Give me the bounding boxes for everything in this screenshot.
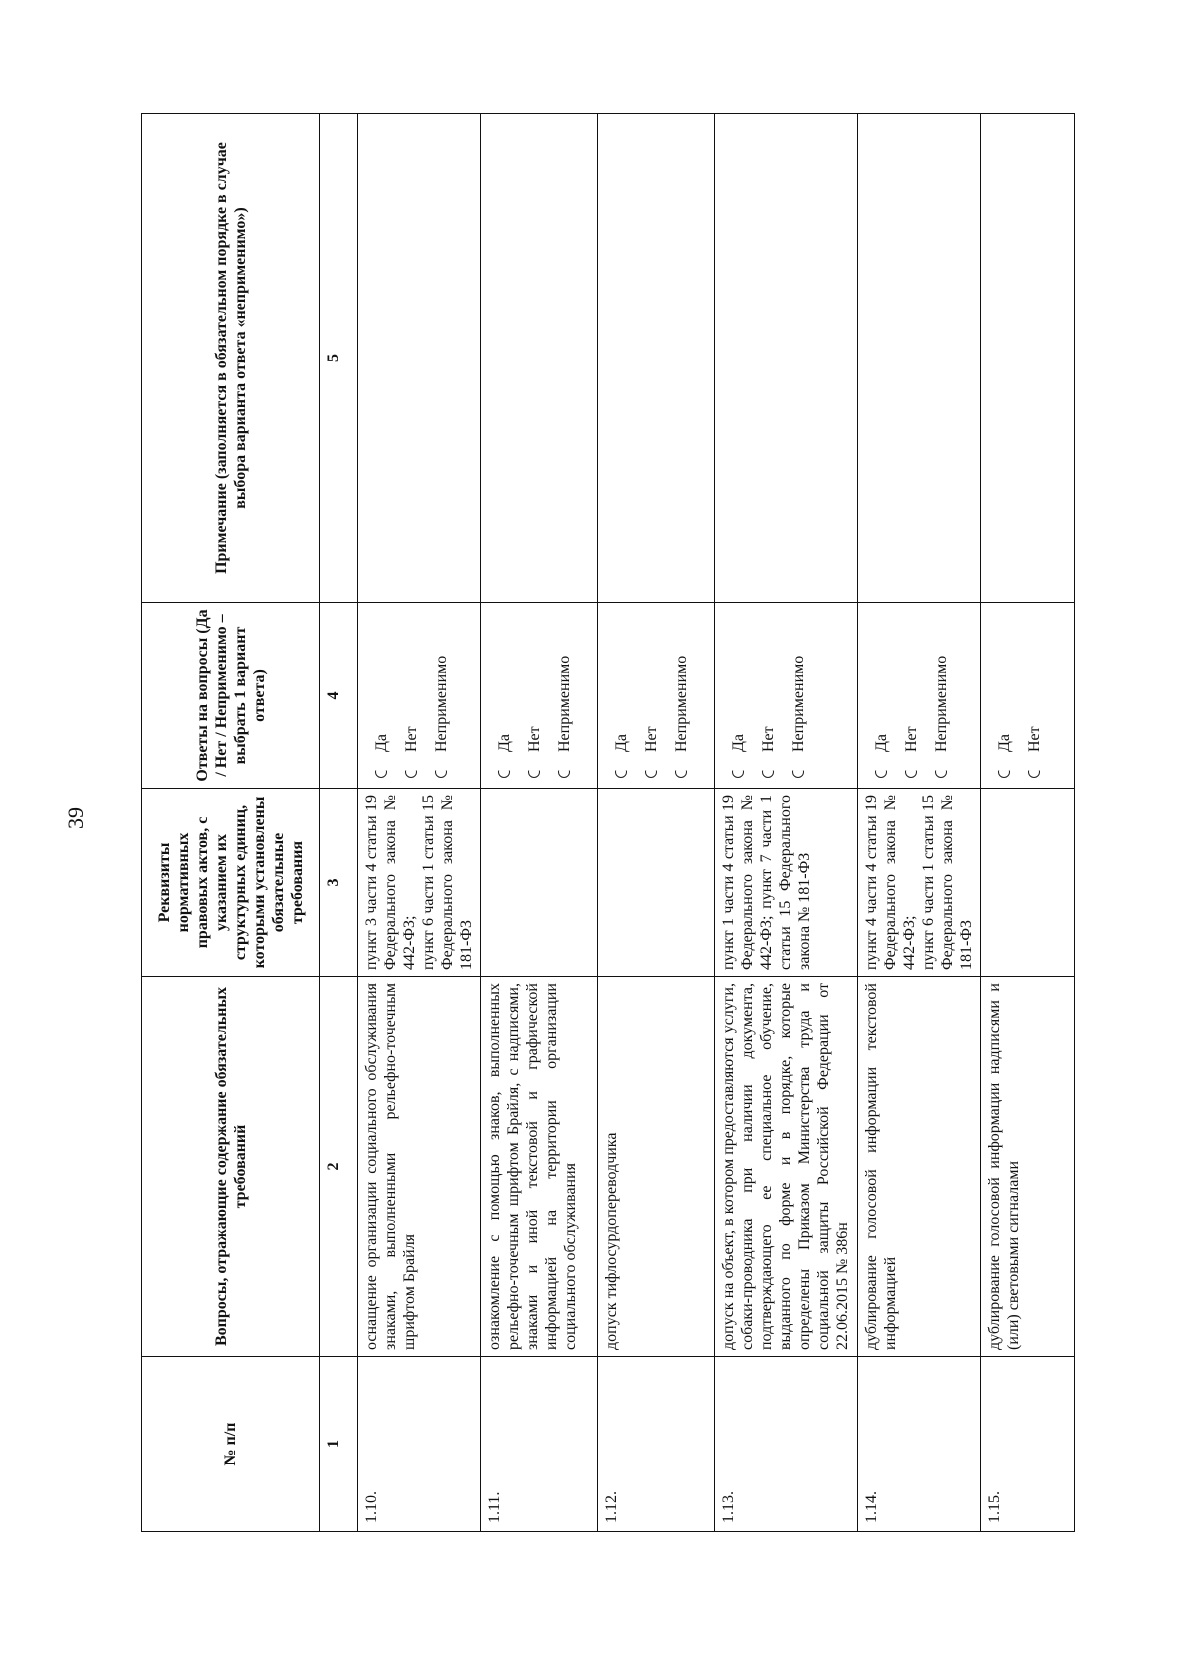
row-answers	[715, 603, 858, 789]
answer-label: Да	[872, 733, 890, 752]
table-row	[358, 114, 481, 1532]
answer-label: Да	[612, 733, 630, 752]
column-number: 4	[320, 603, 358, 789]
legal-ref: пункт 6 части 1 статьи 15 Федерального закона № 181-ФЗ	[420, 795, 475, 970]
radio-icon[interactable]	[405, 766, 417, 778]
column-number: 3	[320, 789, 358, 977]
row-answers	[598, 603, 715, 789]
radio-icon[interactable]	[528, 766, 540, 778]
answer-option-yes[interactable]	[866, 609, 896, 782]
answer-option-yes[interactable]	[723, 609, 753, 782]
answer-label: Нет	[902, 726, 920, 752]
radio-icon[interactable]	[645, 766, 657, 778]
row-answers	[481, 603, 598, 789]
row-answers	[858, 603, 981, 789]
answer-label: Да	[729, 733, 747, 752]
answer-option-yes[interactable]	[989, 609, 1019, 782]
radio-icon[interactable]	[998, 766, 1010, 778]
legal-ref: пункт 6 части 1 статьи 15 Федерального закона № 181-ФЗ	[920, 795, 975, 970]
answer-option-no[interactable]	[519, 609, 549, 782]
table-row	[715, 114, 858, 1532]
answer-option-no[interactable]	[753, 609, 783, 782]
header-row	[142, 114, 320, 1532]
answer-option-na[interactable]	[549, 609, 579, 782]
requirements-table	[141, 113, 1075, 1532]
header-legal-refs: Реквизиты нормативных правовых актов, с указанием их структурных единиц, которыми установлены обязательные требования	[142, 789, 320, 977]
row-question: допуск на объект, в котором предоставляются услуги, собаки-проводника при наличии документа, подтверждающего ее специальное обучение, выданного по форме и в порядке, которые определены Приказом Министерства труда и социальной защиты Российской Федерации от 22.06.2015 № 386н	[715, 977, 858, 1357]
radio-icon[interactable]	[498, 766, 510, 778]
row-number: 1.10.	[358, 1357, 481, 1532]
page-number: 39	[63, 807, 88, 829]
answer-option-yes[interactable]	[489, 609, 519, 782]
table-row	[981, 114, 1075, 1532]
answer-label: Нет	[759, 726, 777, 752]
row-note[interactable]	[598, 114, 715, 603]
legal-ref: пункт 1 части 4 статьи 19 Федерального закона № 442-ФЗ; пункт 7 части 1 статьи 15 Федерального закона № 181-ФЗ	[720, 795, 813, 970]
radio-icon[interactable]	[792, 766, 804, 778]
radio-icon[interactable]	[935, 766, 947, 778]
row-answers	[358, 603, 481, 789]
row-question: допуск тифлосурдопереводчика	[598, 977, 715, 1357]
answer-label: Неприменимо	[932, 655, 950, 752]
header-answers: Ответы на вопросы (Да / Нет / Неприменимо – выбрать 1 вариант ответа)	[142, 603, 320, 789]
row-question: ознакомление с помощью знаков, выполненных рельефно-точечным шрифтом Брайля, с надписями, знаками и иной текстовой и графической информацией на территории организации социального обслуживания	[481, 977, 598, 1357]
row-number: 1.11.	[481, 1357, 598, 1532]
answer-option-na[interactable]	[783, 609, 813, 782]
legal-ref: пункт 4 части 4 статьи 19 Федерального закона № 442-ФЗ;	[863, 795, 918, 970]
answer-label: Неприменимо	[789, 655, 807, 752]
answer-option-yes[interactable]	[606, 609, 636, 782]
radio-icon[interactable]	[762, 766, 774, 778]
table-row	[598, 114, 715, 1532]
answer-option-na[interactable]	[666, 609, 696, 782]
answer-label: Да	[372, 733, 390, 752]
answer-label: Нет	[642, 726, 660, 752]
row-question: дублирование голосовой информации надписями и (или) световыми сигналами	[981, 977, 1075, 1357]
column-number: 2	[320, 977, 358, 1357]
answer-option-no[interactable]	[636, 609, 666, 782]
row-legal-refs	[358, 789, 481, 977]
header-questions: Вопросы, отражающие содержание обязательных требований	[142, 977, 320, 1357]
row-note[interactable]	[981, 114, 1075, 603]
table-row	[481, 114, 598, 1532]
row-question: дублирование голосовой информации текстовой информацией	[858, 977, 981, 1357]
radio-icon[interactable]	[675, 766, 687, 778]
answer-label: Неприменимо	[555, 655, 573, 752]
radio-icon[interactable]	[435, 766, 447, 778]
column-number: 1	[320, 1357, 358, 1532]
answer-option-na[interactable]	[426, 609, 456, 782]
radio-icon[interactable]	[1028, 766, 1040, 778]
answer-label: Неприменимо	[672, 655, 690, 752]
answer-option-yes[interactable]	[366, 609, 396, 782]
radio-icon[interactable]	[558, 766, 570, 778]
answer-option-no[interactable]	[1019, 609, 1049, 782]
answer-label: Нет	[402, 726, 420, 752]
row-number: 1.13.	[715, 1357, 858, 1532]
row-answers	[981, 603, 1075, 789]
row-legal-refs	[481, 789, 598, 977]
radio-icon[interactable]	[905, 766, 917, 778]
requirements-table-wrapper	[141, 114, 1063, 1532]
answer-option-na[interactable]	[926, 609, 956, 782]
row-note[interactable]	[715, 114, 858, 603]
table-row	[858, 114, 981, 1532]
row-legal-refs	[598, 789, 715, 977]
row-legal-refs	[981, 789, 1075, 977]
row-number: 1.12.	[598, 1357, 715, 1532]
header-number: № п/п	[142, 1357, 320, 1532]
row-note[interactable]	[858, 114, 981, 603]
header-notes: Примечание (заполняется в обязательном порядке в случае выбора варианта ответа «неприменимо»)	[142, 114, 320, 603]
radio-icon[interactable]	[732, 766, 744, 778]
answer-option-no[interactable]	[396, 609, 426, 782]
row-legal-refs	[715, 789, 858, 977]
answer-label: Нет	[1025, 726, 1043, 752]
column-number-row	[320, 114, 358, 1532]
radio-icon[interactable]	[615, 766, 627, 778]
answer-label: Нет	[525, 726, 543, 752]
radio-icon[interactable]	[375, 766, 387, 778]
row-question: оснащение организации социального обслуживания знаками, выполненными рельефно-точечным шрифтом Брайля	[358, 977, 481, 1357]
row-number: 1.15.	[981, 1357, 1075, 1532]
answer-label: Да	[995, 733, 1013, 752]
answer-label: Да	[495, 733, 513, 752]
row-legal-refs	[858, 789, 981, 977]
legal-ref: пункт 3 части 4 статьи 19 Федерального закона № 442-ФЗ;	[363, 795, 418, 970]
answer-option-no[interactable]	[896, 609, 926, 782]
row-note[interactable]	[358, 114, 481, 603]
row-number: 1.14.	[858, 1357, 981, 1532]
column-number: 5	[320, 114, 358, 603]
answer-label: Неприменимо	[432, 655, 450, 752]
row-note[interactable]	[481, 114, 598, 603]
radio-icon[interactable]	[875, 766, 887, 778]
